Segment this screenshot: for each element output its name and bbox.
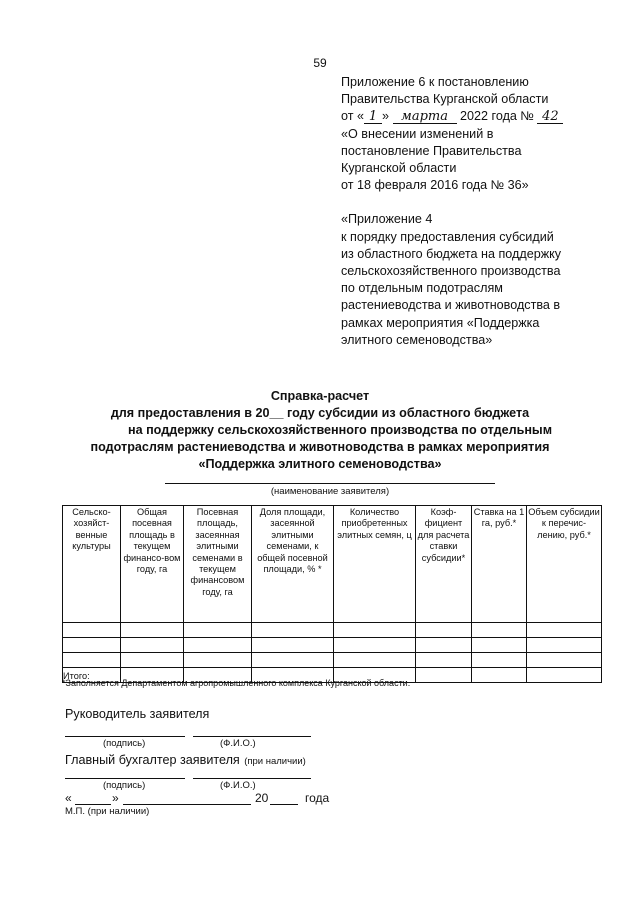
accountant-signature-caption: (подпись) [103, 780, 146, 791]
date-line [65, 791, 335, 807]
table-row [63, 623, 602, 638]
table-cell[interactable] [472, 623, 527, 638]
title-line: для предоставления в 20__ году субсидии из областного бюджета [110, 406, 530, 420]
sub-appendix-line: по отдельным подотраслям [341, 281, 503, 296]
title-line: Справка-расчет [270, 389, 370, 403]
head-signature-line[interactable] [65, 736, 185, 737]
date-suffix: 2022 года № [460, 109, 534, 124]
calculation-table [62, 505, 602, 683]
year-prefix: 20 [255, 791, 269, 805]
table-header-cell: Сельско-хозяйст-венные культуры [63, 506, 121, 623]
table-cell[interactable] [252, 638, 334, 653]
applicant-name-line[interactable] [165, 483, 495, 484]
table-header-cell: Объем субсидии к перечис-лению, руб.* [527, 506, 602, 623]
handwritten-number: 42 [537, 110, 563, 124]
stamp-note: М.П. (при наличии) [65, 806, 150, 817]
date-open-quote: « [65, 791, 72, 805]
date-close-quote: » [112, 791, 119, 805]
table-cell[interactable] [252, 623, 334, 638]
head-signature-caption: (подпись) [103, 738, 146, 749]
appendix-line: Курганской области [341, 161, 457, 176]
accountant-fio-line[interactable] [193, 778, 311, 779]
table-cell[interactable] [121, 638, 184, 653]
title-line: на поддержку сельскохозяйственного производства по отдельным [127, 423, 553, 437]
table-cell[interactable] [416, 638, 472, 653]
table-cell[interactable] [63, 623, 121, 638]
table-cell[interactable] [527, 668, 602, 683]
date-mid: » [382, 109, 390, 124]
head-title: Руководитель заявителя [65, 707, 210, 721]
appendix-line: от 18 февраля 2016 года № 36» [341, 178, 529, 193]
day-blank[interactable] [75, 804, 111, 805]
table-cell[interactable] [184, 653, 252, 668]
table-row [63, 638, 602, 653]
table-cell[interactable] [527, 623, 602, 638]
sub-appendix-line: рамках мероприятия «Поддержка [341, 315, 540, 330]
accountant-signature-line[interactable] [65, 778, 185, 779]
head-fio-line[interactable] [193, 736, 311, 737]
table-header-row [63, 506, 602, 623]
table-cell[interactable] [63, 638, 121, 653]
table-cell[interactable] [416, 653, 472, 668]
table-cell[interactable] [121, 623, 184, 638]
month-blank[interactable] [123, 804, 251, 805]
table-footnote: *Заполняется Департаментом агропромышленного комплекса Курганской области. [62, 678, 411, 688]
table-cell[interactable] [334, 653, 416, 668]
table-row [63, 653, 602, 668]
accountant-note: (при наличии) [244, 756, 306, 767]
accountant-title: Главный бухгалтер заявителя [65, 753, 240, 767]
page-number: 59 [313, 56, 327, 70]
handwritten-day: 1 [364, 110, 382, 124]
appendix-block [341, 74, 631, 349]
table-cell[interactable] [63, 653, 121, 668]
sub-appendix-line: сельскохозяйственного производства [341, 264, 561, 279]
accountant-line [65, 751, 306, 769]
table-cell[interactable] [121, 653, 184, 668]
sub-appendix-line: из областного бюджета на поддержку [341, 246, 562, 261]
sub-appendix-line: растениеводства и животноводства в [341, 298, 561, 313]
document-title [60, 388, 580, 473]
applicant-name-caption: (наименование заявителя) [270, 486, 390, 497]
table-cell[interactable] [527, 653, 602, 668]
total-label: Итого: [63, 668, 121, 683]
table-cell[interactable] [334, 638, 416, 653]
appendix-line: «О внесении изменений в [341, 126, 494, 141]
sub-appendix-line: к порядку предоставления субсидий [341, 229, 554, 244]
appendix-line: Правительства Курганской области [341, 92, 549, 107]
table-cell[interactable] [527, 638, 602, 653]
appendix-line: Приложение 6 к постановлению [341, 75, 529, 89]
table-cell[interactable] [472, 653, 527, 668]
table-header-cell: Коэф-фициент для расчета ставки субсидии* [416, 506, 472, 623]
year-blank[interactable] [270, 804, 298, 805]
head-fio-caption: (Ф.И.О.) [220, 738, 256, 749]
year-suffix: года [305, 791, 330, 805]
table-cell[interactable] [184, 623, 252, 638]
date-prefix: от « [341, 109, 364, 124]
appendix-line: постановление Правительства [341, 143, 522, 158]
appendix-date-line [341, 108, 631, 125]
handwritten-month: марта [393, 110, 457, 124]
table-cell[interactable] [472, 668, 527, 683]
table-header-cell: Общая посевная площадь в текущем финансо-вом году, га [121, 506, 184, 623]
table-header-cell: Количество приобретенных элитных семян, ц [334, 506, 416, 623]
title-line: подотраслям растениеводства и животноводства в рамках мероприятия [90, 440, 550, 454]
table-cell[interactable] [472, 638, 527, 653]
sub-appendix-line: «Приложение 4 [341, 212, 433, 227]
title-line: «Поддержка элитного семеноводства» [198, 457, 442, 471]
table-header-cell: Ставка на 1 га, руб.* [472, 506, 527, 623]
sub-appendix-line: элитного семеноводства» [341, 332, 493, 347]
table-cell[interactable] [334, 623, 416, 638]
table-cell[interactable] [416, 668, 472, 683]
table-header-cell: Посевная площадь, засеянная элитными семенами в текущем финансовом году, га [184, 506, 252, 623]
table-cell[interactable] [252, 653, 334, 668]
accountant-fio-caption: (Ф.И.О.) [220, 780, 256, 791]
table-header-cell: Доля площади, засеянной элитными семенами, к общей посевной площади, % * [252, 506, 334, 623]
table-cell[interactable] [416, 623, 472, 638]
table-cell[interactable] [184, 638, 252, 653]
